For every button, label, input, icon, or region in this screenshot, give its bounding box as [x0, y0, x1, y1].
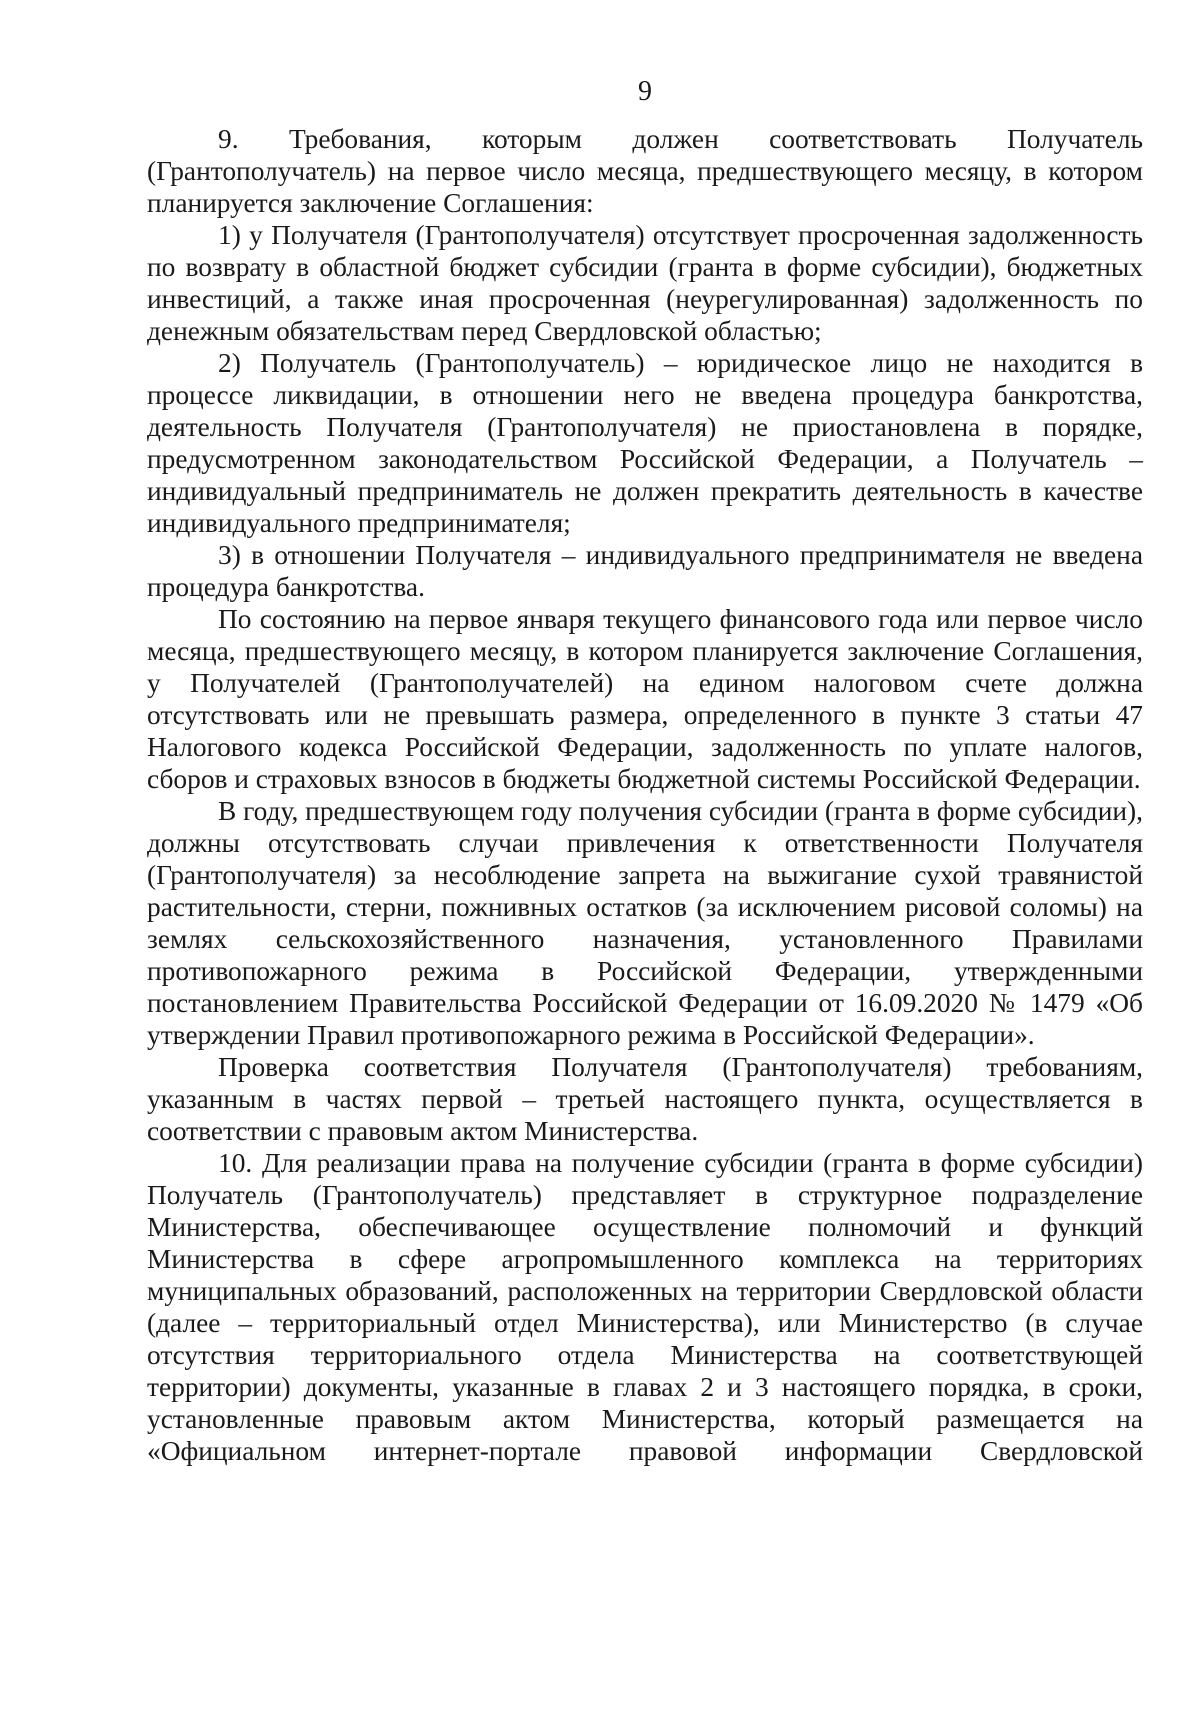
- paragraph-10-submission: 10. Для реализации права на получение субсидии (гранта в форме субсидии) Получатель (Грантополучатель) представляет в структурное подразделение Министерства, обеспечивающее осуществление полномочий и функций Министерства в сфере агропромышленного комплекса на территориях муниципальных образований, расположенных на территории Свердловской области (далее – территориальный отдел Министерства), или Министерство (в случае отсутствия территориального отдела Министерства на соответствующей территории) документы, указанные в главах 2 и 3 настоящего порядка, в сроки, установленные правовым актом Министерства, который размещается на «Официальном интернет-портале правовой информации Свердловской: [147, 1148, 1143, 1466]
- paragraph-verification: Проверка соответствия Получателя (Грантополучателя) требованиям, указанным в частях первой – третьей настоящего пункта, осуществляется в соответствии с правовым актом Министерства.: [147, 1052, 1143, 1146]
- paragraph-fire-safety: В году, предшествующем году получения субсидии (гранта в форме субсидии), должны отсутствовать случаи привлечения к ответственности Получателя (Грантополучателя) за несоблюдение запрета на выжигание сухой травянистой растительности, стерни, пожнивных остатков (за исключением рисовой соломы) на землях сельскохозяйственного назначения, установленного Правилами противопожарного режима в Российской Федерации, утвержденными постановлением Правительства Российской Федерации от 16.09.2020 № 1479 «Об утверждении Правил противопожарного режима в Российской Федерации».: [147, 796, 1143, 1050]
- paragraph-9-requirements: 9. Требования, которым должен соответствовать Получатель (Грантополучатель) на первое число месяца, предшествующего месяцу, в котором планируется заключение Соглашения:: [147, 124, 1143, 218]
- page-number: 9: [638, 76, 652, 107]
- paragraph-item-3: 3) в отношении Получателя – индивидуального предпринимателя не введена процедура банкротства.: [147, 540, 1143, 602]
- document-body: [147, 123, 1143, 1467]
- paragraph-item-1: 1) у Получателя (Грантополучателя) отсутствует просроченная задолженность по возврату в областной бюджет субсидии (гранта в форме субсидии), бюджетных инвестиций, а также иная просроченная (неурегулированная) задолженность по денежным обязательствам перед Свердловской областью;: [147, 220, 1143, 346]
- paragraph-tax-debt: По состоянию на первое января текущего финансового года или первое число месяца, предшествующего месяцу, в котором планируется заключение Соглашения, у Получателей (Грантополучателей) на едином налоговом счете должна отсутствовать или не превышать размера, определенного в пункте 3 статьи 47 Налогового кодекса Российской Федерации, задолженность по уплате налогов, сборов и страховых взносов в бюджеты бюджетной системы Российской Федерации.: [147, 604, 1143, 794]
- paragraph-item-2: 2) Получатель (Грантополучатель) – юридическое лицо не находится в процессе ликвидации, в отношении него не введена процедура банкротства, деятельность Получателя (Грантополучателя) не приостановлена в порядке, предусмотренном законодательством Российской Федерации, а Получатель – индивидуальный предприниматель не должен прекратить деятельность в качестве индивидуального предпринимателя;: [147, 348, 1143, 538]
